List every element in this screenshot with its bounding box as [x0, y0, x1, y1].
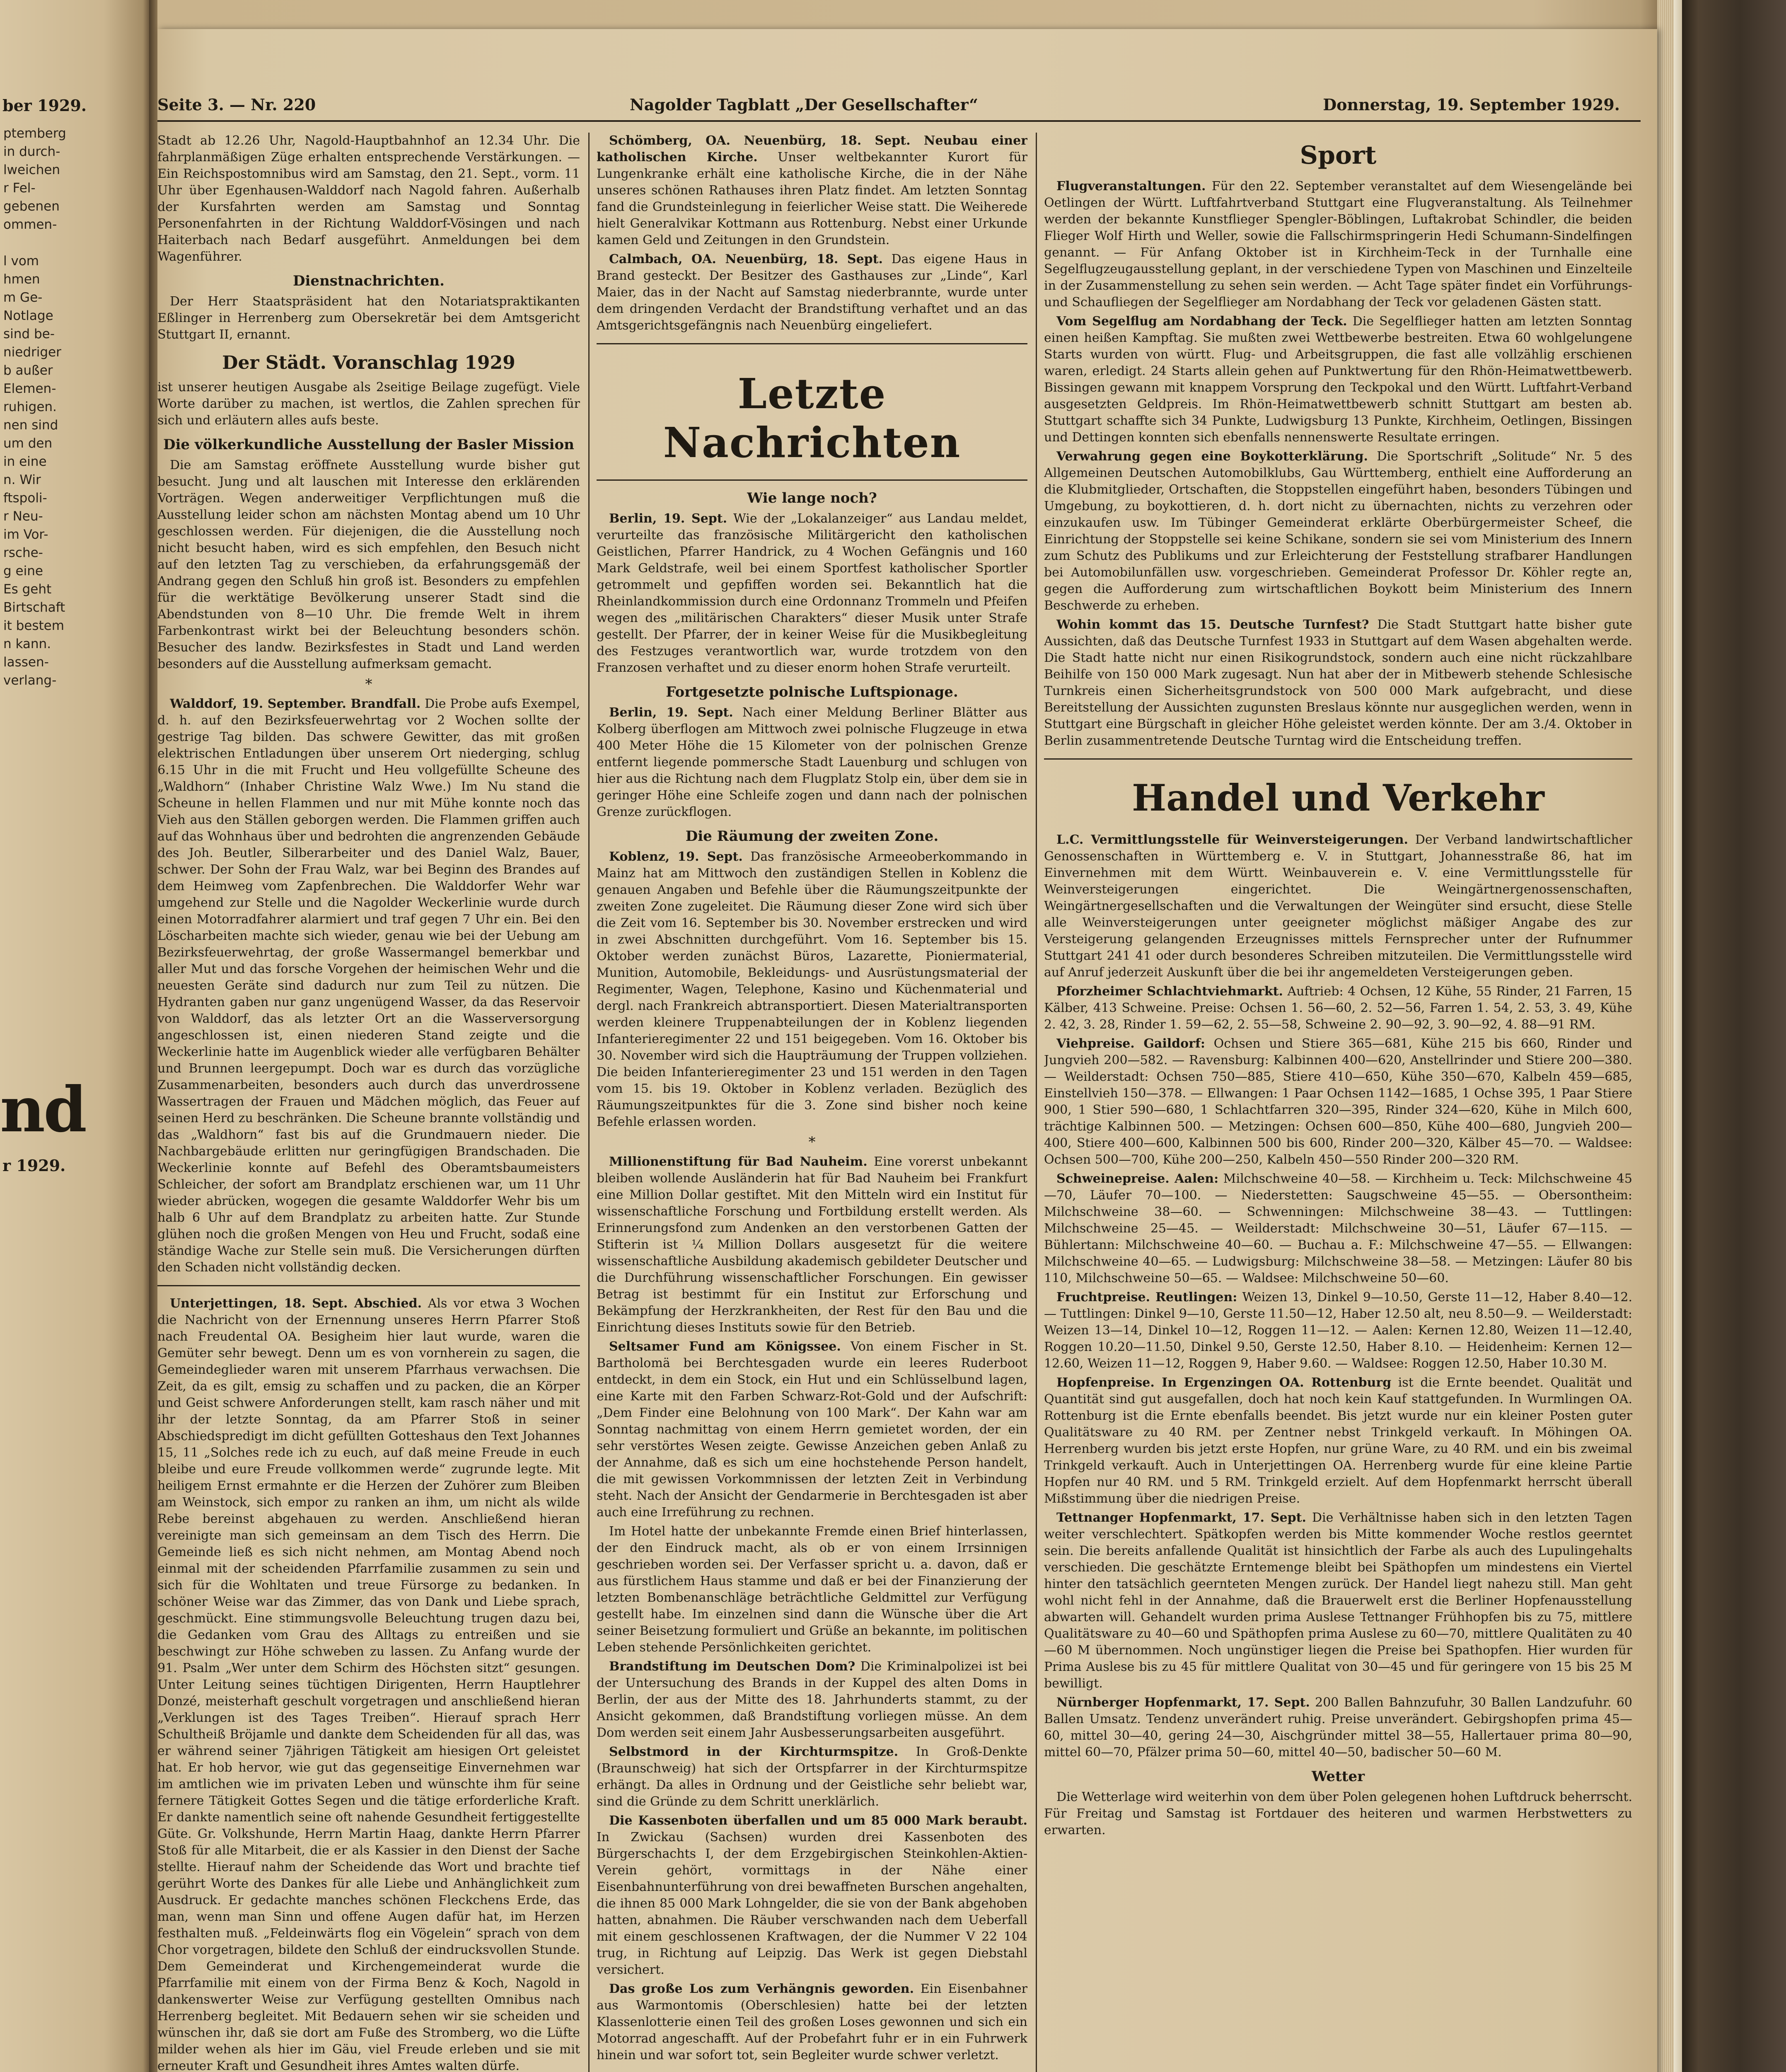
article-dom: [597, 1658, 1027, 1741]
article-los: [597, 1981, 1027, 2064]
article-wein: [1044, 832, 1632, 981]
article-body: Die Sportschrift „Solitude“ Nr. 5 des Allgemeinen Deutschen Automobilklubs, Gau Württemberg, enthielt eine Aufforderung an die Klubmitglieder, Ortschaften, die Stoppstellen eingeführt haben, besonders Tübingen und Umgebung, zu boykottieren, d. h. dort nicht zu übernachten, nichts zu verzehren oder einzukaufen usw. Im Tübinger Gemeinderat erklärte Oberbürgermeister Scheef, die Einrichtung der Stoppstelle sei keine Schikane, sondern sie sei vom Ministerium des Innern zum Schutz des Publikums und zur Erleichterung der Feststellung strafbarer Handlungen bei Automobilunfällen usw. vorgeschrieben. Gemeinderat Professor Dr. Köhler regte an, gegen die Aufforderung zum wirtschaftlichen Boykott beim Ministerium des Innern Beschwerde zu erheben.: [1044, 449, 1632, 613]
article-schweinepreise: [1044, 1171, 1632, 1287]
article-lead: Schweinepreise. Aalen:: [1056, 1172, 1219, 1186]
article-body: Eine vorerst unbekannt bleiben wollende Ausländerin hat für Bad Nauheim bei Frankfurt eine Million Dollar gestiftet. Mit den Mitteln wird ein Institut für wissenschaftliche Forschung und Fortbildung erstellt werden. Als Erinnerungsfond zum Andenken an den verstorbenen Gatten der Stifterin ist ¼ Million Dollars ausgesetzt für die weitere wissenschaftliche Ausbildung akademisch gebildeter Deutscher und die Durchführung wissenschaftlicher Forschungen. Ein gewisser Betrag ist bestimmt für ein Institut zur Erforschung und Bekämpfung der Herzkrankheiten, der Rest für den Bau und die Einrichtung dieses Instituts sowie für den Betrieb.: [597, 1155, 1027, 1335]
article-body: Die Stadt Stuttgart hatte bisher gute Aussichten, daß das Deutsche Turnfest 1933 in Stuttgart auf dem Wasen abgehalten werde. Die Stadt hatte nicht nur einen Risikogrundstock, sondern auch eine nicht rückzahlbare Beihilfe von 150 000 Mark zugesagt. Nun hat aber der in Mitbewerb stehende Schlesische Turnkreis einen Sicherheitsgrundstock von 500 000 Mark aufgebracht, und diese Bereitstellung der Aussichten zugunsten Breslaus könnte nur ausgeglichen werden, wenn in Stuttgart eine Bürgschaft in gleicher Höhe geleistet werden könnte. Der am 3./4. Oktober in Berlin zusammentretende Deutsche Turntag wird die Entscheidung treffen.: [1044, 617, 1632, 748]
article-nauheim: [597, 1154, 1027, 1336]
gutter: [149, 0, 157, 2072]
article-body: Das eigene Haus in Brand gesteckt. Der Besitzer des Gasthauses zur „Linde“, Karl Maier, das in der Nacht auf Samstag niederbrannte, wurde unter dem dringenden Verdacht der Brandstiftung verhaftet und an das Amtsgerichtsgefängnis nach Neuenbürg eingeliefert.: [597, 252, 1027, 333]
header-masthead: Nagolder Tagblatt „Der Gesellschafter“: [630, 95, 978, 114]
article-lead: Walddorf, 19. September. Brandfall.: [170, 697, 421, 711]
article-unterjettingen: [157, 1295, 580, 2072]
left-page-big-heading: nd: [0, 1073, 85, 1146]
article-body: In Groß-Denkte (Braunschweig) hat sich der Ortspfarrer in der Kirchturmspitze erhängt. Da alles in Ordnung und der Geistliche sehr beliebt war, sind die Gründe zu dem Schritt unerklärlich.: [597, 1745, 1027, 1809]
article-lead: Brandstiftung im Deutschen Dom?: [609, 1659, 856, 1674]
article-text: Die am Samstag eröffnete Ausstellung wurde bisher gut besucht. Jung und alt lauschen mit Interesse den erklärenden Vorträgen. Wegen anderweitiger Verpflichtungen muß die Ausstellung leider schon am nächsten Montag abend um 10 Uhr geschlossen werden. Für diejenigen, die die Ausstellung noch nicht besucht haben, wird es sich empfehlen, den Besuch nicht auf den letzten Tag zu verschieben, da erfahrungsgemäß der Andrang gegen den Schluß hin groß ist. Besonders zu empfehlen für die werktätige Bevölkerung unserer Stadt sind die Abendstunden von 8—10 Uhr. Die fremde Welt in ihrem Farbenkontrast wirkt bei der Beleuchtung besonders schön. Besucher des landw. Bezirksfestes in Stadt und Land werden besonders auf die Ausstellung aufmerksam gemacht.: [157, 458, 580, 671]
article-lead: Nürnberger Hopfenmarkt, 17. Sept.: [1056, 1695, 1310, 1710]
article-lead: Tettnanger Hopfenmarkt, 17. Sept.: [1056, 1510, 1306, 1525]
section-heading-wetter: Wetter: [1312, 1768, 1365, 1785]
article-body: Die Segelflieger hatten am letzten Sonntag einen heißen Kampftag. Sie mußten zwei Wettbewerbe bestreiten. Etwa 60 wohlgelungene Starts wurden von württ. Flug- und Arbeitsgruppen, die fast alle vollzählig erschienen waren, erledigt. 24 Starts allein gehen auf Punktwertung für den Rhön-Heimatwettbewerb. Bissingen gewann mit knappem Vorsprung den Teckpokal und den Württ. Luftfahrt-Verband ausgesetzten Geldpreis. Im Rhön-Heimatwettbewerb schnitt Stuttgart am besten ab. Stuttgart schaffte sich 34 Punkte, Ludwigsburg 13 Punkte, Kirchheim, Oetlingen, Bissingen und Dettingen konnten sich ebenfalls nennenswerte Resultate erringen.: [1044, 314, 1632, 445]
article-text: Stadt ab 12.26 Uhr, Nagold-Hauptbahnhof an 12.34 Uhr. Die fahrplanmäßigen Züge erhalten entsprechende Verstärkungen. — Ein Reichspostomnibus wird am Samstag, den 21. Sept., vorm. 11 Uhr über Egenhausen-Walddorf nach Nagold fahren. Außerhalb der Kursfahrten werden am Samstag und Sonntag Personenfahrten in der Richtung Walddorf-Vösingen und nach Haiterbach nach Bedarf ausgeführt. Anmeldungen bei dem Wagenführer.: [157, 133, 580, 264]
article-body: Nach einer Meldung Berliner Blätter aus Kolberg überflogen am Mittwoch zwei polnische Flugzeuge in etwa 400 Meter Höhe die 15 Kilometer von der polnischen Grenze entfernt liegende pommersche Stadt Lauenburg und schlugen von hier aus die Richtung nach dem Flugplatz Stolp ein, über dem sie in geringer Höhe eine Schleife zogen und dann nach der polnischen Grenze zurückflogen.: [597, 705, 1027, 819]
section-title-handel: Handel und Verkehr: [1132, 776, 1544, 819]
article-wetter: Die Wetterlage wird weiterhin von dem über Polen gelegenen hohen Luftdruck beherrscht. Für Freitag und Samstag ist Fortdauer des heiteren und warmen Herbstwetters zu erwarten.: [1044, 1790, 1632, 1837]
article-body: Von einem Fischer in St. Bartholomä bei Berchtesgaden wurde ein leeres Ruderboot entdeckt, in dem ein Stock, ein Hut und ein Schlüsselbund lagen, eine Karte mit den Farben Schwarz-Rot-Gold und der Aufschrift: „Dem Finder eine Belohnung von 100 Mark“. Der Kahn war am Sonntag nachmittag von einem Herrn gemietet worden, der ein sehr verstörtes Wesen zeigte. Gewisse Anzeichen geben Anlaß zu der Annahme, daß es sich um eine hochstehende Person handelt, die mit gewissen Vorkommnissen der letzten Zeit in Verbindung steht. Nach der Ansicht der Gendarmerie in Berchtesgaden ist aber auch eine Irreführung zu rechnen.: [597, 1339, 1027, 1520]
divider: [597, 479, 1027, 481]
article-lead: Calmbach, OA. Neuenbürg, 18. Sept.: [609, 252, 883, 266]
article-body: 200 Ballen Bahnzufuhr, 30 Ballen Landzufuhr. 60 Ballen Umsatz. Tendenz unverändert ruhig. Preise unverändert. Gebirgshopfen prima 45—60, mittel 30—40, gering 24—30, Aischgründer mittel 38—55, Hallertauer prima 80—90, mittel 60—70, Pfälzer prima 50—60, mittel 40—50, badischer 50—60 M.: [1044, 1695, 1632, 1760]
article-text: ist unserer heutigen Ausgabe als 2seitige Beilage zugefügt. Viele Worte darüber zu machen, ist wertlos, die Zahlen sprechen für sich und erläutern alles aufs beste.: [157, 380, 580, 428]
article-body: Der Verband landwirtschaftlicher Genossenschaften in Württemberg e. V. in Stuttgart, Johannesstraße 86, hat im Einvernehmen mit dem Württ. Weinbauverein e. V. eine Vermittlungsstelle für Weinversteigerungen eingerichtet. Die Weingärtnergenossenschaften, Weingärtnergesellschaften und die Verwaltungen der Weingüter sind ersucht, diese Stelle alle Weinversteigerungen unter geeigneter möglichst mäßiger Angabe des zur Versteigerung gelangenden Erzeugnisses mittels Fernsprecher unter der Rufnummer Stuttgart 241 41 oder durch besonderes Schreiben mitzuteilen. Die Vermittlungsstelle wird auf Anruf jederzeit Auskunft über die bei ihr angemeldeten Versteigerungen geben.: [1044, 833, 1632, 980]
article-lead: Viehpreise. Gaildorf:: [1056, 1036, 1205, 1051]
article-body: Ochsen und Stiere 365—681, Kühe 215 bis 660, Rinder und Jungvieh 200—582. — Ravensburg: Kalbinnen 400—620, Anstellrinder und Stiere 200—380. — Weilderstadt: Ochsen 750—885, Stiere 410—650, Kühe 350—670, Kalbeln 459—685, Einstellvieh 150—378. — Ellwangen: 1 Paar Ochsen 1142—1685, 1 Ochse 395, 1 Paar Stiere 900, 1 Stier 590—680, 1 Schlachtfarren 320—395, Rinder 324—620, Kühe in Milch 600, trächtige Kalbinnen 500. — Metzingen: Ochsen 600—850, Kühe 400—680, Jungvieh 200—400, Stiere 400—600, Kalbinnen 500 bis 600, Rinder 200—320, Kälber 45—70. — Waldsee: Ochsen 500—700, Kühe 200—250, Kalbeln 450—550 Rinder 200—320 RM.: [1044, 1036, 1632, 1167]
separator-star: *: [808, 1134, 816, 1150]
article-body: Weizen 13, Dinkel 9—10.50, Gerste 11—12, Haber 8.40—12. — Tuttlingen: Dinkel 9—10, Gerste 11.50—12, Haber 12.50 alt, neu 8.50—9. — Weilderstadt: Weizen 13—14, Dinkel 10—12, Roggen 11—12. — Aalen: Kernen 12.80, Weizen 11—12.40, Roggen 10.20—11.50, Dinkel 9.50, Gerste 12.50, Haber 8.10. — Heidenheim: Kernen 12—12.60, Weizen 11—12, Roggen 9, Haber 9.60. — Waldsee: Roggen 12.50, Haber 10.30 M.: [1044, 1290, 1632, 1371]
article-lead: Unterjettingen, 18. Sept. Abschied.: [170, 1296, 422, 1311]
article-lead: Wohin kommt das 15. Deutsche Turnfest?: [1056, 617, 1369, 632]
article-body: ist die Ernte beendet. Qualität und Quantität sind gut ausgefallen, doch hat noch kein Kauf stattgefunden. In Wurmlingen OA. Rottenburg ist die Ernte ebenfalls beendet. Bis jetzt wurde nur ein kleiner Posten guter Qualitätsware zu 40 RM. per Zentner nebst Trinkgeld verkauft. In Möhingen OA. Herrenberg wurden bis jetzt erste Hopfen, nur grüne Ware, zu 40 RM. und ein bis zweimal Trinkgeld verkauft. Auch in Unterjettingen OA. Herrenberg wurde für eine kleine Partie Hopfen nur 40 RM. und 5 RM. Trinkgeld erzielt. Auf dem Hopfenmarkt herrscht überall Mißstimmung über die niedrigen Preise.: [1044, 1375, 1632, 1506]
article-lead: Seltsamer Fund am Königssee.: [609, 1339, 841, 1354]
article-tettnang: [1044, 1510, 1632, 1692]
article-body: Die Probe aufs Exempel, d. h. auf den Bezirksfeuerwehrtag vor 2 Wochen sollte der gestrige Tag bilden. Das schwere Gewitter, das mit großen elektrischen Entladungen über unserem Ort niederging, schlug 6.15 Uhr in die mit Frucht und Heu vollgefüllte Scheune des „Waldhorn“ (Inhaber Christine Walz Wwe.) Im Nu stand die Scheune in hellen Flammen und nur mit Mühe konnte noch das Vieh aus den Ställen geborgen werden. Die Flammen griffen auch auf das Wohnhaus über und bedrohten die angrenzenden Gebäude des Joh. Beutler, Silberarbeiter und des Daniel Walz, Bauer, schwer. Der Sohn der Frau Walz, war bei Beginn des Brandes auf dem Heimweg vom Zapfenbrechen. Die Walddorfer Wehr war umgehend zur Stelle und die Nagolder Weckerlinie wurde durch einen Motorradfahrer alarmiert und traf gegen 7 Uhr ein. Bei den Löscharbeiten machte sich wieder, genau wie bei der Uebung am Bezirksfeuerwehrtag, der große Wassermangel bemerkbar und aller Mut und das forsche Vorgehen der heimischen Wehr und die neuesten Geräte sind dadurch nur zum Teil zu nützen. Die Hydranten gaben nur ganz ungenügend Wasser, da das Reservoir von Walddorf, das als letzter Ort an die Wasserversorgung angeschlossen ist, einen niederen Stand zeigte und die Weckerlinie hatte im Augenblick wieder alle verfügbaren Behälter und Brunnen leergepumpt. Doch war es durch das vorzügliche Zusammenarbeiten, besonders auch durch das unverdrossene Wassertragen der Frauen und Mädchen möglich, das Feuer auf seinen Herd zu beschränken. Die Scheune brannte vollständig und das „Waldhorn“ fast bis auf die Grundmauern nieder. Die Nachbargebäude erlitten nur geringfügigen Brandschaden. Die Weckerlinie konnte auf Befehl des Oberamtsbaumeisters Schleicher, der sofort am Brandplatz erschienen war, um 11 Uhr wieder abrücken, wogegen die gesamte Walddorfer Wehr bis um halb 6 Uhr auf dem Brandplatz zu arbeiten hatte. Zur Stunde glühen noch die großen Mengen von Heu und Frucht, sodaß eine ständige Wache zur Stelle sein muß. Die Versicherungen dürften den Schaden nicht vollständig decken.: [157, 697, 580, 1275]
article-body: Ein Eisenbahner aus Warmontomis (Oberschlesien) hatte bei der letzten Klassenlotterie einen Teil des großen Loses gewonnen und sich ein Motorrad angeschafft. Auf der Probefahrt fuhr er in ein Fuhrwerk hinein und war sofort tot, sein Begleiter wurde schwer verletzt.: [597, 1982, 1027, 2062]
article-lead: Vom Segelflug am Nordabhang der Teck.: [1056, 314, 1347, 329]
separator-star: *: [365, 676, 372, 692]
section-heading: Der Städt. Voranschlag 1929: [222, 352, 515, 373]
section-heading: Wie lange noch?: [747, 490, 877, 506]
left-page-fragments: ptemberg in durch- lweichen r Fel- gebenen ommen- l vom hmen m Ge- Notlage sind be- niedriger b außer Elemen- ruhigen. nen sind um den in eine n. Wir ftspoli- r Neu- im Vor- rsche- g eine Es geht Birtschaft it bestem n kann. lassen- verlang-: [3, 126, 66, 688]
column-rule-2: [1036, 133, 1037, 2072]
article-lead: Fruchtpreise. Reutlingen:: [1056, 1290, 1237, 1305]
article-body: Das französische Armeeoberkommando in Mainz hat am Mittwoch den zuständigen Stellen in Koblenz die genauen Angaben und Befehle über die Räumungszeitpunkte der zweiten Zone zugeleitet. Die Räumung dieser Zone wird sich über die Zeit vom 16. September bis 30. November erstrecken und wird in zwei Abschnitten durchgeführt. Vom 16. September bis 15. Oktober werden zunächst Büros, Lazarette, Pioniermaterial, Munition, Automobile, Bekleidungs- und Ausrüstungsmaterial der Regimenter, Wagen, Telephone, Kasino und Küchenmaterial und dergl. nach Frankreich abtransportiert. Diesen Materialtransporten werden kleinere Truppenabteilungen der in Koblenz liegenden Infanterieregimenter 22 und 151 beigegeben. Vom 16. Oktober bis 30. November wird sich die Haupträumung der Truppen vollziehen. Die beiden Infanterieregimenter 23 und 151 werden in den Tagen vom 15. bis 19. Oktober in Koblenz verladen. Bezüglich des Räumungszeitpunktes für die 3. Zone sind bisher noch keine Befehle erlassen worden.: [597, 850, 1027, 1129]
section-heading: Die Räumung der zweiten Zone.: [685, 828, 939, 845]
article-segelflug: [1044, 313, 1632, 446]
article-body: Wie der „Lokalanzeiger“ aus Landau meldet, verurteilte das französische Militärgericht den katholischen Geistlichen, Pfarrer Handrick, zu 4 Wochen Gefängnis und 160 Mark Geldstrafe, weil bei einem Sportfest katholischer Sportler getrommelt und gepfiffen worden sei. Bekanntlich hat die Rheinlandkommission durch eine Ordonnanz Trommeln und Pfeifen wegen des „militärischen Charakters“ dieser Musik unter Strafe gestellt. Der Pfarrer, der in keiner Weise für die Musikbegleitung des Festzuges verantwortlich war, wurde trotzdem von den Franzosen verhaftet und zu dieser enorm hohen Strafe verurteilt.: [597, 511, 1027, 675]
article-koblenz: [597, 849, 1027, 1130]
article-lead: L.C. Vermittlungsstelle für Weinversteigerungen.: [1056, 833, 1408, 847]
article-body: In Zwickau (Sachsen) wurden drei Kassenboten des Bürgerschachts I, der dem Erzgebirgischen Steinkohlen-Aktien-Verein gehört, vormittags in der Nähe einer Eisenbahnunterführung von drei bewaffneten Burschen angehalten, die ihnen 85 000 Mark Lohngelder, die sie von der Bank abgehoben hatten, abnahmen. Die Räuber verschwanden nach dem Ueberfall mit einem geschlossenen Kraftwagen, der die Nummer V 22 104 trug, in Richtung auf Leipzig. Das Werk ist gegen Diebstahl versichert.: [597, 1830, 1027, 1977]
column-rule-1: [588, 133, 590, 2072]
article-lead: Berlin, 19. Sept.: [609, 511, 727, 526]
header-rule: [157, 120, 1641, 122]
article-calmbach: [597, 251, 1027, 334]
article-nuernberg: [1044, 1694, 1632, 1761]
left-page-date: ber 1929.: [2, 96, 87, 115]
article-lead: Berlin, 19. Sept.: [609, 705, 733, 720]
article-text: Im Hotel hatte der unbekannte Fremde einen Brief hinterlassen, der den Eindruck macht, als ob er von einem Irrsinnigen geschrieben worden sei. Der Verfasser spricht u. a. davon, daß er aus fürstlichem Haus stamme und daß er bei der Finanzierung der letzten Bombenanschläge beträchtliche Geldmittel zur Verfügung gestellt habe. Im einzelnen sind dann die Wünsche über die Art seiner Beisetzung formuliert und Grüße an bekannte, im politischen Leben stehende Persönlichkeiten gerichtet.: [597, 1524, 1027, 1655]
article-turnfest: [1044, 617, 1632, 749]
left-page-year: r 1929.: [2, 1156, 66, 1175]
article-body: Die Verhältnisse haben sich in den letzten Tagen weiter verschlechtert. Spätkopfen werden bis Mitte kommender Woche restlos geerntet sein. Die bereits anfallende Qualität ist hinsichtlich der Farbe als auch des Lupulingehalts verschieden. Die geschätzte Erntemenge bleibt bei Späthopfen um mindestens ein Viertel hinter den tatsächlich geernteten Mengen zurück. Der Handel liegt nahezu still. Man geht wohl nicht fehl in der Annahme, daß die Brauerwelt erst die Berliner Hopfenausstellung abwarten will. Gehandelt wurden prima Auslese Tettnanger Frühhopfen bis zu 75, mittlere Qualitätsware zu 40—60 und Späthopfen prima Auslese zu 60—70, mittlere Qualitäten zu 40—60 M übernommen. Noch ungünstiger liegen die Preise bei Spathopfen. Hier wurden für Prima Auslese bis zu 45 für mittlere Qualitat von 30—45 und für geringere von 15 bis 25 M bewilligt.: [1044, 1510, 1632, 1691]
article-hopfenpreise: [1044, 1375, 1632, 1507]
divider: [1044, 758, 1632, 760]
article-lead: Flugveranstaltungen.: [1056, 179, 1206, 194]
article-lead: Die Kassenboten überfallen und um 85 000 Mark beraubt.: [609, 1813, 1027, 1828]
column-3: [1044, 133, 1632, 2072]
article-kassenboten: [597, 1813, 1027, 1978]
article-fruchtpreise: [1044, 1289, 1632, 1372]
article-berlin-1: [597, 511, 1027, 676]
section-heading: Dienstnachrichten.: [293, 273, 445, 289]
column-1: [157, 133, 580, 2072]
article-lead: Koblenz, 19. Sept.: [609, 850, 743, 864]
divider: [597, 343, 1027, 344]
article-lead: Hopfenpreise. In Ergenzingen OA. Rottenburg: [1056, 1375, 1392, 1390]
article-lead: Verwahrung gegen eine Boykotterklärung.: [1056, 449, 1368, 464]
article-boykott: [1044, 448, 1632, 614]
article-lead: Das große Los zum Verhängnis geworden.: [609, 1982, 914, 1996]
article-koenigssee: [597, 1339, 1027, 1521]
article-selbstmord: [597, 1744, 1027, 1810]
article-lead: Pforzheimer Schlachtviehmarkt.: [1056, 984, 1283, 999]
article-text: Der Herr Staatspräsident hat den Notariatspraktikanten Eßlinger in Herrenberg zum Obersekretär bei dem Amtsgericht Stuttgart II, ernannt.: [157, 294, 580, 342]
section-title-letzte-nachrichten: Letzte Nachrichten: [663, 369, 961, 467]
column-2: [597, 133, 1027, 2072]
article-flug: [1044, 178, 1632, 311]
divider: [157, 1285, 580, 1286]
article-lead: Millionenstiftung für Bad Nauheim.: [609, 1155, 868, 1169]
section-heading: Die völkerkundliche Ausstellung der Basler Mission: [163, 436, 574, 453]
article-body: Unser weltbekannter Kurort für Lungenkranke erhält eine katholische Kirche, die in der Nähe unseres schönen Rathauses ihren Platz findet. Am letzten Sonntag fand die Grundsteinlegung in feierlicher Weise statt. Die Weiherede hielt Generalvikar Kottmann aus Rottenburg. Nebst einer Urkunde kamen Geld und Zeitungen in den Grundstein.: [597, 150, 1027, 247]
page-header: [157, 95, 1657, 124]
article-body: Die Kriminalpolizei ist bei der Untersuchung des Brands in der Kuppel des alten Doms in Berlin, der aus der Mitte des 18. Jahrhunderts stammt, zu der Ansicht gekommen, daß Brandstiftung vorliegen müsse. An dem Dom werden seit einem Jahr Ausbesserungsarbeiten ausgeführt.: [597, 1659, 1027, 1740]
article-lead: Selbstmord in der Kirchturmspitze.: [609, 1745, 899, 1759]
article-berlin-2: [597, 704, 1027, 821]
book-cover: [1682, 0, 1786, 2072]
article-body: Für den 22. September veranstaltet auf dem Wiesengelände bei Oetlingen der Württ. Luftfahrtverband Stuttgart eine Flugveranstaltung. Als Teilnehmer werden der bekannte Kunstflieger Spengler-Böblingen, Luftakrobat Schindler, die beiden Flieger Wolf Hirth und Weller, sowie die Fallschirmspringerin Hedi Schumann-Sindelfingen genannt. — Für Anfang Oktober ist in Kirchheim-Teck in der Turnhalle eine Segelflugzeugausstellung geplant, in der verschiedene Typen von Maschinen und Einzelteile in der Zusammenstellung zu sehen sein werden. — Acht Tage später findet ein Vorführungs- und Schaufliegen der Segelflieger am Nordabhang der Teck vor geladenen Gästen statt.: [1044, 179, 1632, 310]
article-viehpreise: [1044, 1036, 1632, 1168]
article-schoemberg: [597, 133, 1027, 249]
newspaper-page: [157, 29, 1657, 2072]
header-date: Donnerstag, 19. September 1929.: [1323, 95, 1620, 114]
section-title-sport: Sport: [1300, 141, 1377, 170]
article-lead: Schömberg, OA. Neuenbürg, 18. Sept. Neubau einer katholischen Kirche.: [597, 133, 1027, 165]
article-pforzheim: [1044, 983, 1632, 1033]
article-walddorf: [157, 696, 580, 1276]
article-body: Als vor etwa 3 Wochen die Nachricht von der Ernennung unseres Herrn Pfarrer Stoß nach Freudental OA. Besigheim hier laut wurde, waren die Gemüter sehr bewegt. Denn um es von vornherein zu sagen, die Gemeindeglieder waren mit unserem Pfarrhaus verwachsen. Die Zeit, da es gilt, emsig zu schaffen und zu packen, die an Körper und Geist schwere Anforderungen stellt, kam rasch näher und mit ihr der letzte Sonntag, da am Pfarrer Stoß in seiner Abschiedspredigt im dicht gefüllten Gotteshaus den Text Johannes 15, 11 „Solches rede ich zu euch, auf daß meine Freude in euch bleibe und eure Freude vollkommen werde“ zugrunde legte. Mit heiligem Ernst ermahnte er die Herzen der Zuhörer zum Bleiben am Weinstock, sich empor zu ranken an ihm, um nicht als wilde Rebe bereinst abgehauen zu werden. Anschließend hieran vereinigte man sich gemeinsam an dem Tisch des Herrn. Die Gemeinde ließ es sich nicht nehmen, am Montag Abend noch einmal mit der scheidenden Pfarrfamilie zusammen zu sein und sich für die Wohltaten und treue Fürsorge zu bedanken. In schöner Weise war das Zimmer, das von Dank und Liebe sprach, geschmückt. Eine stimmungsvolle Beleuchtung trugen dazu bei, die Gedanken vom Grau des Alltags zu entreißen und sie beschwingt zur Höhe schweben zu lassen. Zu Anfang wurde der 91. Psalm „Wer unter dem Schirm des Höchsten sitzt“ gesungen. Unter Leitung seines tüchtigen Dirigenten, Herrn Hauptlehrer Donzé, meisterhaft geschult vorgetragen und anschließend hieran „Verklungen ist des Tages Treiben“. Hierauf sprach Herr Schultheiß Bröjamle und dankte dem Scheidenden für all das, was er während seiner 7jährigen Tätigkeit am hiesigen Ort geleistet hat. Er hob hervor, wie gut das gegenseitige Einvernehmen war im amtlichen wie im privaten Leben und wünschte ihm für seine fernere Tätigkeit Gottes Segen und die tätige erforderliche Kraft. Er dankte namentlich seine oft nahende Gesundheit fertiggestellte Güte. Gr. Volkshunde, Herrn Martin Haag, dankte Herrn Pfarrer Stoß für alle Mitarbeit, die er als Kassier in den Dienst der Sache stellte. Hierauf nahm der Scheidende das Wort und brachte tief gerührt Worte des Dankes für alle Liebe und Anhänglichkeit zum Ausdruck. Er gedachte manches schönen Fleckchens Erde, das man, wenn man Sinn und offene Augen dafür hat, im Herzen festhalten muß. „Feldeinwärts flog ein Vögelein“ sprach von dem Chor vorgetragen, bildete den Schluß der eindrucksvollen Stunde. Dem Gemeinderat und Kirchengemeinderat wurde die Pfarrfamilie mit einem von der Firma Benz & Koch, Nagold in dankenswerter Weise zur Verfügung gestellten Omnibus nach Herrenberg begleitet. Mit Bedauern sehen wir sie scheiden und wünschen ihr, daß sie dort am Fuße des Stromberg, wo die Lüfte milder wehen als hier im Gäu, viel Freude erleben und sie mit erneuter Kraft und Gesundheit ihres Amtes walten dürfe.: [157, 1296, 580, 2072]
left-page: [0, 0, 149, 2072]
article-body: Milchschweine 40—58. — Kirchheim u. Teck: Milchschweine 45—70, Läufer 70—100. — Niederstetten: Saugschweine 45—55. — Obersontheim: Milchschweine 38—60. — Schwenningen: Milchschweine 38—43. — Tuttlingen: Milchschweine 25—45. — Weilderstadt: Milchschweine 30—51, Läufer 67—115. — Bühlertann: Milchschweine 40—60. — Buchau a. F.: Milchschweine 47—55. — Ellwangen: Milchschweine 40—65. — Ludwigsburg: Milchschweine 38—58. — Metzingen: Läufer 80 bis 110, Milchschweine 50—65. — Waldsee: Milchschweine 50—60.: [1044, 1172, 1632, 1285]
article-body: Auftrieb: 4 Ochsen, 12 Kühe, 55 Rinder, 21 Farren, 15 Kälber, 413 Schweine. Preise: Ochsen 1. 56—60, 2. 52—56, Farren 1. 54, 2. 53, 3. 49, Kühe 2. 42, 3. 28, Rinder 1. 59—62, 2. 55—58, Schweine 2. 90—92, 3. 90—92, 4. 88—91 RM.: [1044, 984, 1632, 1032]
header-page-number: Seite 3. — Nr. 220: [157, 95, 316, 114]
section-heading: Fortgesetzte polnische Luftspionage.: [666, 684, 958, 700]
